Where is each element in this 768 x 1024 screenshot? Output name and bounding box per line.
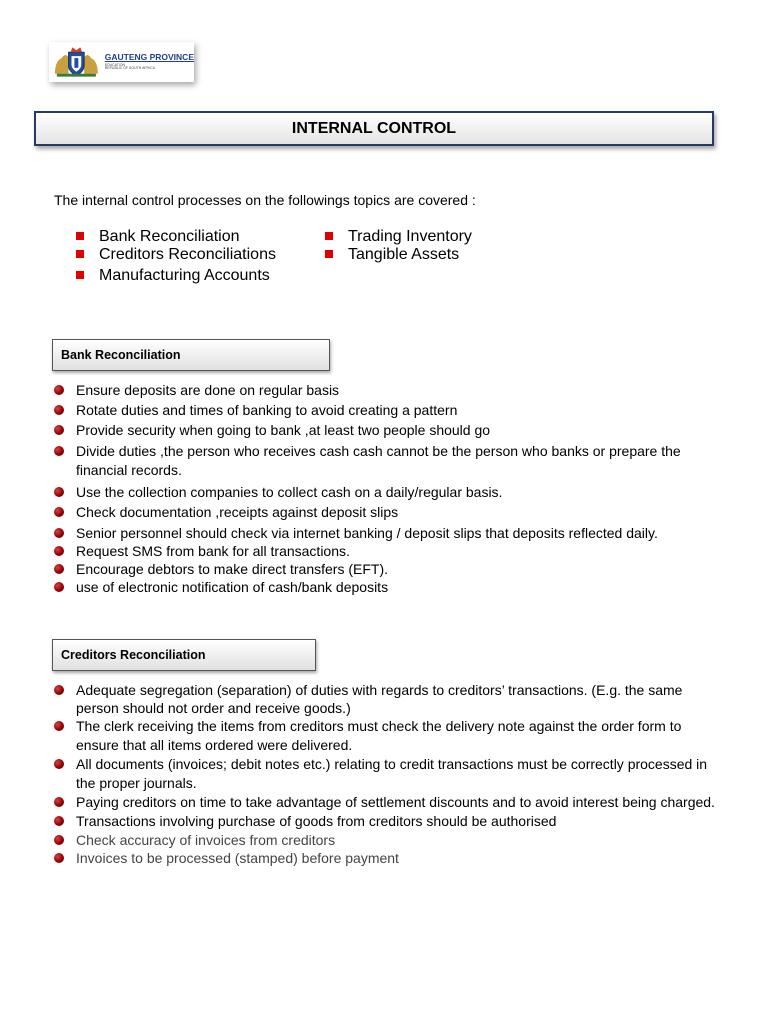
red-square-bullet-icon [325,232,333,240]
list-item [54,421,724,439]
list-item-text: Divide duties ,the person who receives cash cash cannot be the person who banks or prepare the financial records. [76,443,681,478]
red-square-bullet-icon [76,250,84,258]
list-item [54,401,724,419]
list-item-text: Senior personnel should check via internet banking / deposit slips that deposits reflected daily. [76,525,658,541]
red-dot-bullet-icon [54,853,64,863]
red-square-bullet-icon [76,232,84,240]
red-dot-bullet-icon [54,816,64,826]
intro-text: The internal control processes on the followings topics are covered : [54,192,476,208]
list-item [54,542,724,560]
red-dot-bullet-icon [54,528,64,538]
list-item-text: Encourage debtors to make direct transfers (EFT). [76,561,389,577]
topic-label: Tangible Assets [348,246,460,263]
red-dot-bullet-icon [54,721,64,731]
bank-bullet-list [54,381,724,596]
list-item-text: Provide security when going to bank ,at least two people should go [76,422,491,438]
list-item-text: use of electronic notification of cash/bank deposits [76,579,389,595]
topic-label: Manufacturing Accounts [99,267,270,284]
list-item-text: Ensure deposits are done on regular basis [76,382,340,398]
red-dot-bullet-icon [54,797,64,807]
logo-country: REPUBLIC OF SOUTH AFRICA [104,66,155,71]
red-dot-bullet-icon [54,564,64,574]
list-item-text: Paying creditors on time to take advantage of settlement discounts and to avoid interest being charged. [76,794,715,810]
list-item-text: Rotate duties and times of banking to avoid creating a pattern [76,402,458,418]
list-item [54,381,724,399]
section-heading-creditors: Creditors Reconciliation [52,639,316,671]
red-dot-bullet-icon [54,425,64,435]
list-item [54,831,724,849]
list-item-text: Adequate segregation (separation) of duties with regards to creditors’ transactions. (E.g. the same person should not order and receive goods.) [76,682,683,716]
topic-label: Bank Reconciliation [99,228,240,245]
red-dot-bullet-icon [54,385,64,395]
list-item [54,524,724,542]
list-item-text: Transactions involving purchase of goods from creditors should be authorised [76,813,557,829]
list-item [54,681,724,717]
page-title: INTERNAL CONTROL [34,111,714,146]
list-item-text: Check accuracy of invoices from creditors [76,832,336,848]
red-square-bullet-icon [325,250,333,258]
list-item-text: Use the collection companies to collect cash on a daily/regular basis. [76,484,503,500]
logo-title: GAUTENG PROVINCE [104,52,194,63]
list-item-text: The clerk receiving the items from creditors must check the delivery note against the order form to ensure that all items ordered were delivered. [76,718,682,753]
red-dot-bullet-icon [54,582,64,592]
list-item [54,578,724,596]
list-item-text: Check documentation ,receipts against deposit slips [76,504,399,520]
red-dot-bullet-icon [54,546,64,556]
list-item-text: Invoices to be processed (stamped) before payment [76,850,399,866]
list-item-text: Request SMS from bank for all transactions. [76,543,350,559]
red-dot-bullet-icon [54,487,64,497]
red-dot-bullet-icon [54,835,64,845]
red-dot-bullet-icon [54,685,64,695]
red-dot-bullet-icon [54,507,64,517]
red-dot-bullet-icon [54,446,64,456]
red-square-bullet-icon [76,271,84,279]
logo-subtitle: EDUCATION [104,62,126,67]
list-item-text: All documents (invoices; debit notes etc.) relating to credit transactions must be correctly processed in the proper journals. [76,756,708,791]
gauteng-logo [49,42,194,82]
red-dot-bullet-icon [54,405,64,415]
topic-label: Trading Inventory [348,228,472,245]
list-item [54,560,724,578]
red-dot-bullet-icon [54,759,64,769]
creditors-bullet-list [54,681,724,867]
list-item [54,755,724,793]
list-item [54,717,724,755]
topic-label: Creditors Reconciliations [99,246,276,263]
list-item [54,503,724,521]
list-item [54,812,724,831]
list-item [54,483,724,501]
list-item [54,442,724,480]
section-heading-bank: Bank Reconciliation [52,339,330,371]
list-item [54,849,724,867]
list-item [54,793,724,812]
coat-of-arms-icon [51,44,102,80]
